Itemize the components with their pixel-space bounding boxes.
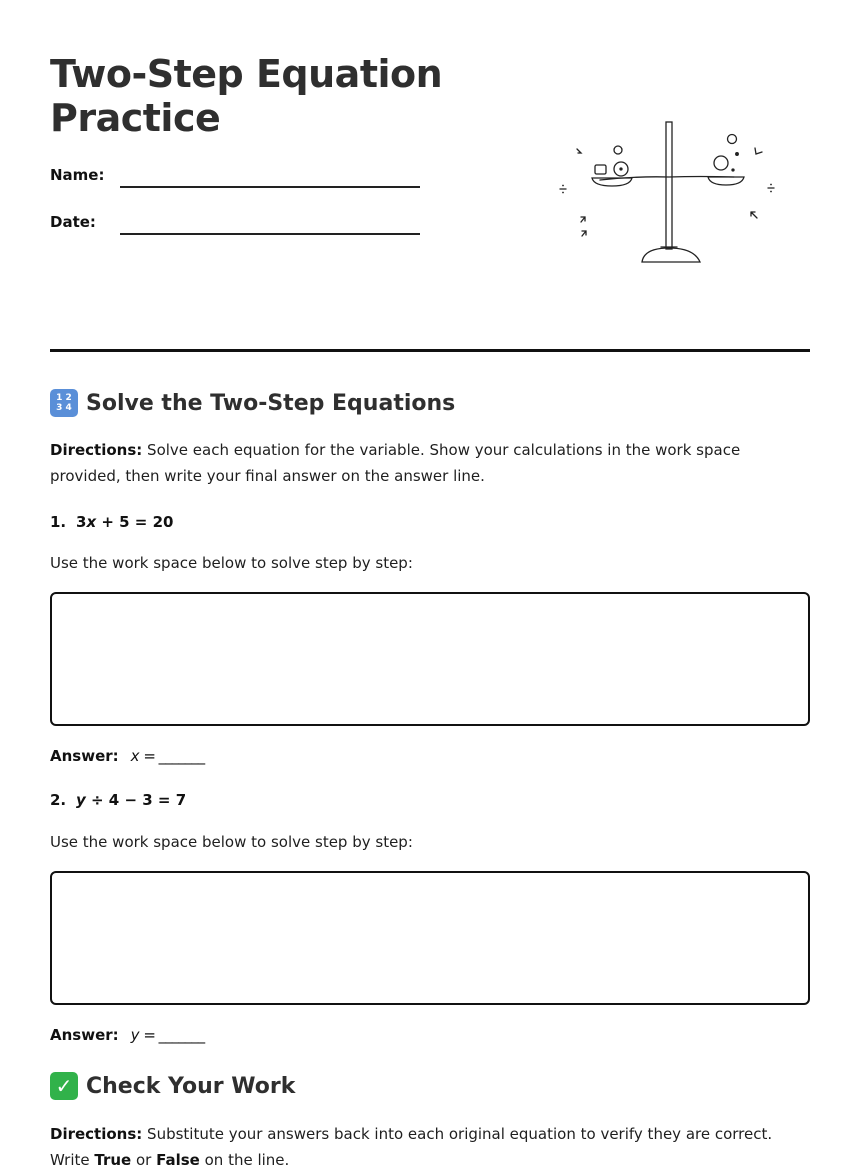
directions-text: Substitute your answers back into each original equation to verify they are correct. Write xyxy=(50,1125,773,1169)
true-word: True xyxy=(94,1151,132,1169)
section-title-text: Solve the Two-Step Equations xyxy=(86,390,456,416)
problem-variable: y xyxy=(76,791,86,809)
date-label: Date: xyxy=(50,213,96,231)
page-title: Two-Step Equation Practice xyxy=(50,52,443,140)
section-title-text: Check Your Work xyxy=(86,1073,296,1099)
workspace-hint: Use the work space below to solve step by step: xyxy=(50,554,413,572)
problem-1 xyxy=(50,513,173,531)
date-field[interactable] xyxy=(120,233,420,235)
answer-label: Answer: xyxy=(50,747,119,765)
answer-label: Answer: xyxy=(50,1026,119,1044)
problem-number: 1. xyxy=(50,513,67,531)
section-heading-solve xyxy=(50,389,455,417)
problem-equation-rest: + 5 = 20 xyxy=(96,513,174,531)
problem-number: 2. xyxy=(50,791,67,809)
directions-solve xyxy=(50,437,810,489)
directions-label: Directions: xyxy=(50,1125,143,1143)
section-heading-check xyxy=(50,1072,295,1100)
problem-variable: x xyxy=(86,513,97,531)
section-divider xyxy=(50,349,810,352)
or-text: or xyxy=(131,1151,157,1169)
answer-variable: x xyxy=(130,747,140,765)
answer-blank[interactable]: = _______ xyxy=(139,1026,205,1044)
name-label: Name: xyxy=(50,166,105,184)
workspace-hint: Use the work space below to solve step by step: xyxy=(50,833,413,851)
balance-scale-illustration xyxy=(548,110,788,285)
false-word: False xyxy=(156,1151,200,1169)
name-field[interactable] xyxy=(120,186,420,188)
problem-equation-rest: ÷ 4 − 3 = 7 xyxy=(85,791,187,809)
work-space-box[interactable] xyxy=(50,592,810,726)
directions-check xyxy=(50,1121,810,1173)
directions-label: Directions: xyxy=(50,441,143,459)
end-text: on the line. xyxy=(199,1151,290,1169)
answer-line[interactable] xyxy=(50,1026,204,1044)
answer-variable: y xyxy=(130,1026,140,1044)
answer-line[interactable] xyxy=(50,747,204,765)
work-space-box[interactable] xyxy=(50,871,810,1005)
directions-text: Solve each equation for the variable. Show your calculations in the work space provided, then write your final answer on the answer line. xyxy=(50,441,741,485)
answer-blank[interactable]: = _______ xyxy=(139,747,205,765)
check-mark-icon: ✓ xyxy=(50,1072,78,1100)
problem-coefficient: 3 xyxy=(76,513,87,531)
input-numbers-icon: 1 2 3 4 xyxy=(50,389,78,417)
problem-2 xyxy=(50,791,186,809)
